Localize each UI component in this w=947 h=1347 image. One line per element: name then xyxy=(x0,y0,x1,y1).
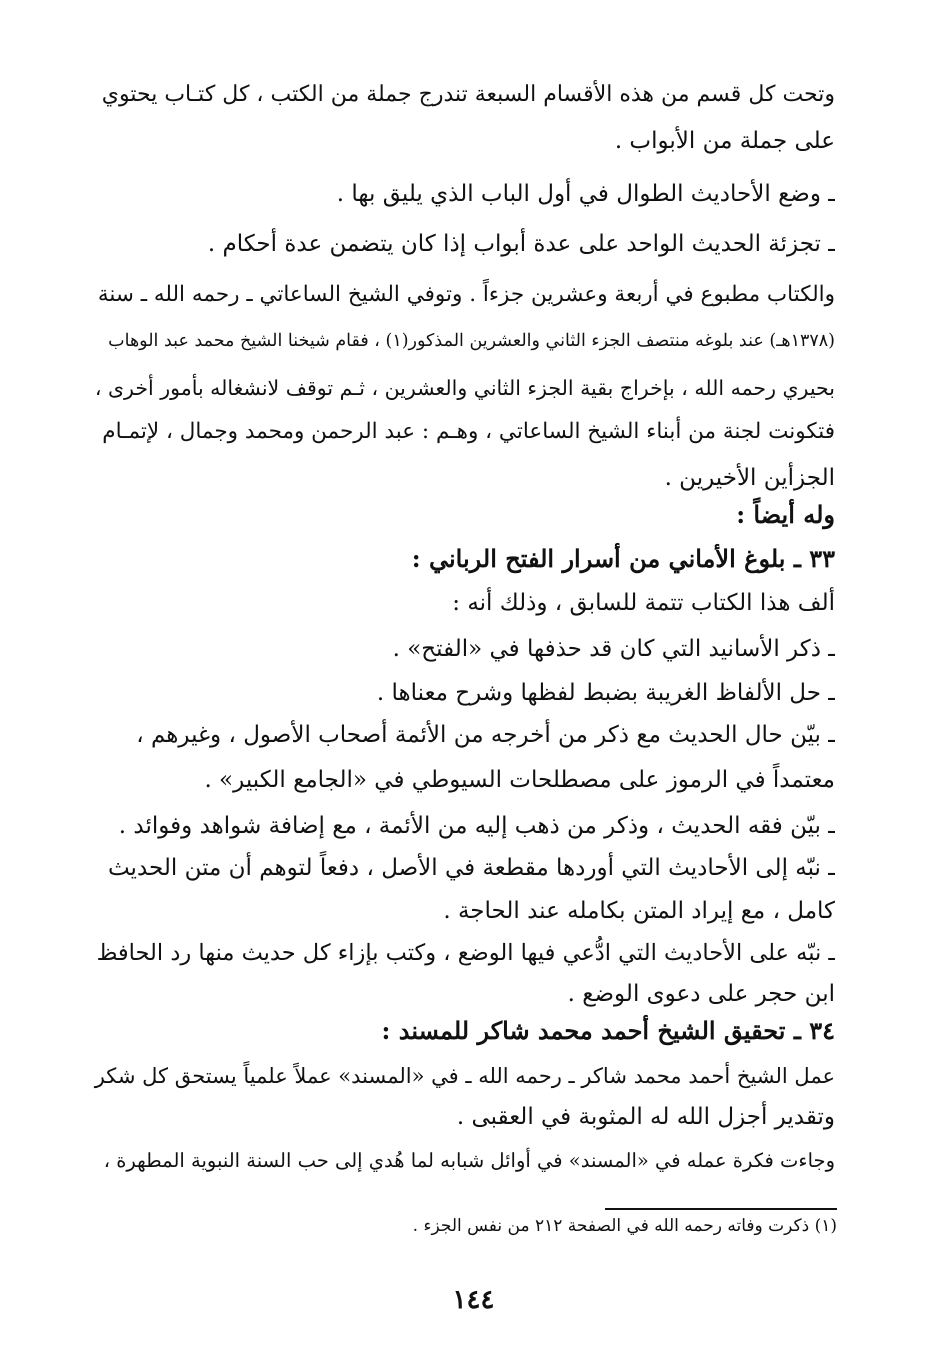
text-line: ـ نبّه إلى الأحاديث التي أوردها مقطعة في الأصل ، دفعاً لتوهم أن متن الحديث xyxy=(107,855,835,881)
text-line: والكتاب مطبوع في أربعة وعشرين جزءاً . وتوفي الشيخ الساعاتي ـ رحمه الله ـ سنة xyxy=(97,282,835,307)
text-line: فتكونت لجنة من أبناء الشيخ الساعاتي ، وهـم : عبد الرحمن ومحمد وجمال ، لإتمـام xyxy=(102,419,835,444)
text-line: بحيري رحمه الله ، بإخراج بقية الجزء الثاني والعشرين ، ثـم توقف لانشغاله بأمور أخرى ، xyxy=(94,376,835,400)
text-line: ـ وضع الأحاديث الطوال في أول الباب الذي يليق بها . xyxy=(336,181,835,207)
page-number: ١٤٤ xyxy=(452,1285,495,1315)
section-heading: وله أيضاً : xyxy=(736,500,835,529)
text-line: ـ ذكر الأسانيد التي كان قد حذفها في «الفتح» . xyxy=(392,636,835,662)
footnote-divider xyxy=(605,1208,837,1210)
text-line: كامل ، مع إيراد المتن بكامله عند الحاجة . xyxy=(443,898,835,924)
text-line: ـ تجزئة الحديث الواحد على عدة أبواب إذا كان يتضمن عدة أحكام . xyxy=(207,231,835,257)
text-line: ـ نبّه على الأحاديث التي ادُّعي فيها الوضع ، وكتب بإزاء كل حديث منها رد الحافظ xyxy=(96,940,835,966)
text-line: على جملة من الأبواب . xyxy=(614,128,835,154)
section-heading: ٣٤ ـ تحقيق الشيخ أحمد محمد شاكر للمسند : xyxy=(381,1016,835,1045)
text-line: ـ بيّن حال الحديث مع ذكر من أخرجه من الأئمة أصحاب الأصول ، وغيرهم ، xyxy=(136,722,835,748)
text-line: الجزأين الأخيرين . xyxy=(664,465,835,491)
text-line: ألف هذا الكتاب تتمة للسابق ، وذلك أنه : xyxy=(452,590,835,616)
text-line: ابن حجر على دعوى الوضع . xyxy=(567,981,835,1007)
text-line: ـ بيّن فقه الحديث ، وذكر من ذهب إليه من الأئمة ، مع إضافة شواهد وفوائد . xyxy=(118,813,835,839)
text-line: (١٣٧٨هـ) عند بلوغه منتصف الجزء الثاني والعشرين المذكور(١) ، فقام شيخنا الشيخ محمد عبد الوهاب xyxy=(108,331,835,351)
text-line: ـ حل الألفاظ الغريبة بضبط لفظها وشرح معناها . xyxy=(376,680,835,706)
text-line: وتقدير أجزل الله له المثوبة في العقبى . xyxy=(456,1104,835,1130)
section-heading: ٣٣ ـ بلوغ الأماني من أسرار الفتح الرباني : xyxy=(411,544,835,573)
text-line: معتمداً في الرموز على مصطلحات السيوطي في «الجامع الكبير» . xyxy=(204,767,835,793)
text-line: عمل الشيخ أحمد محمد شاكر ـ رحمه الله ـ في «المسند» عملاً علمياً يستحق كل شكر xyxy=(94,1064,835,1088)
text-line: وجاءت فكرة عمله في «المسند» في أوائل شبابه لما هُدي إلى حب السنة النبوية المطهرة ، xyxy=(103,1149,835,1172)
text-line: وتحت كل قسم من هذه الأقسام السبعة تندرج جملة من الكتب ، كل كتـاب يحتوي xyxy=(101,82,835,107)
footnote: (١) ذكرت وفاته رحمه الله في الصفحة ٢١٢ من نفس الجزء . xyxy=(412,1216,837,1236)
